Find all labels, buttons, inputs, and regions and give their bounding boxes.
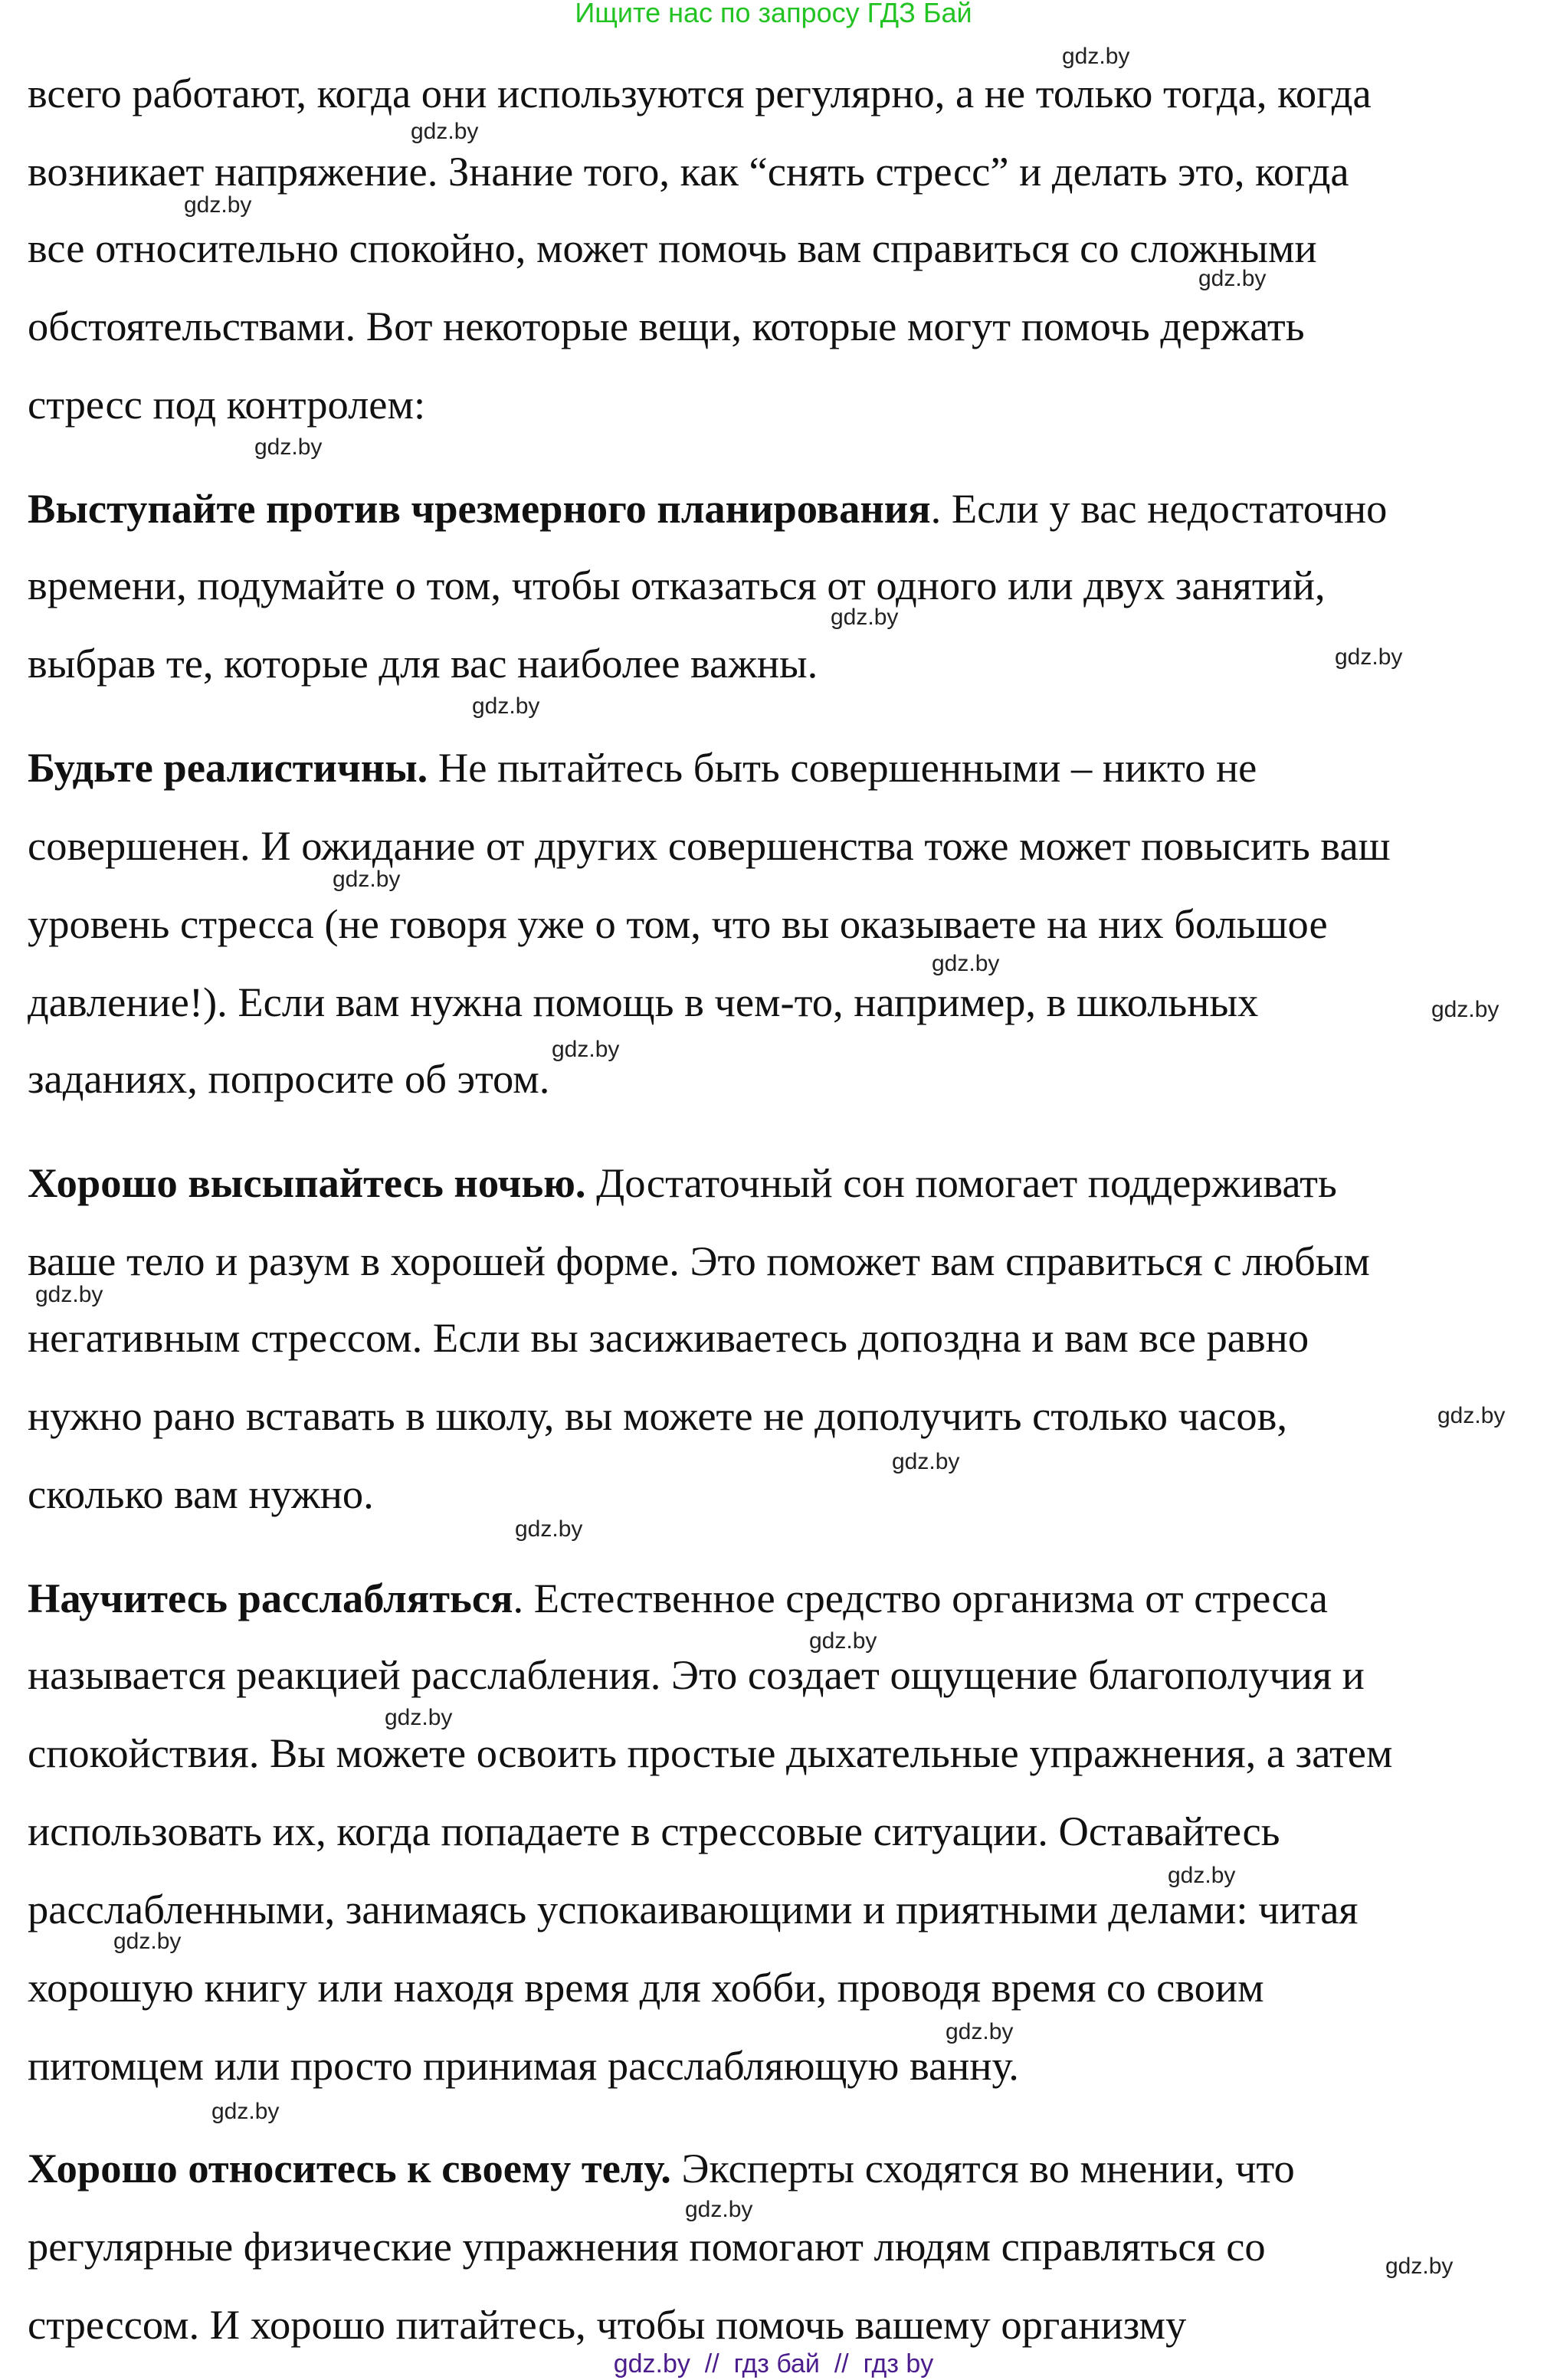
text-run: ваше тело и разум в хорошей форме. Это поможет вам справиться с любым [28, 1238, 1370, 1284]
text-line [28, 1963, 1264, 2012]
text-line [28, 2222, 1266, 2271]
text-run: сколько вам нужно. [28, 1470, 374, 1517]
gdz-watermark: gdz.by [892, 1449, 960, 1474]
text-run: стресс под контролем: [28, 381, 426, 428]
footer-watermark: gdz.by // гдз бай // гдз by [613, 2349, 934, 2378]
gdz-watermark: gdz.by [211, 2099, 280, 2124]
gdz-watermark: gdz.by [809, 1628, 877, 1654]
text-line [28, 1807, 1280, 1856]
text-line [28, 821, 1391, 870]
text-run: давление!). Если вам нужна помощь в чем-то, например, в школьных [28, 979, 1259, 1025]
text-run: уровень стресса (не говоря уже о том, что вы оказываете на них большое [28, 900, 1328, 947]
text-line [28, 1729, 1392, 1778]
gdz-watermark: gdz.by [932, 951, 1000, 976]
gdz-watermark: gdz.by [515, 1516, 583, 1542]
gdz-watermark: gdz.by [1385, 2254, 1454, 2279]
text-line [28, 1392, 1287, 1441]
text-line [28, 224, 1317, 273]
gdz-watermark: gdz.by [1335, 644, 1403, 670]
text-line [28, 639, 818, 688]
text-run: выбрав те, которые для вас наиболее важны. [28, 640, 818, 687]
text-run: . Если у вас недостаточно [930, 485, 1388, 532]
text-run: Не пытайтесь быть совершенными – никто не [428, 744, 1257, 791]
text-run: заданиях, попросите об этом. [28, 1055, 550, 1102]
gdz-watermark: gdz.by [184, 192, 252, 218]
gdz-watermark: gdz.by [113, 1929, 182, 1954]
gdz-watermark: gdz.by [946, 2019, 1014, 2044]
text-run: спокойствия. Вы можете освоить простые дыхательные упражнения, а затем [28, 1729, 1393, 1776]
gdz-watermark: gdz.by [1168, 1863, 1236, 1888]
section-heading: Научитесь расслабляться [28, 1575, 513, 1621]
text-line [28, 1651, 1365, 1700]
text-line [28, 1054, 549, 1103]
text-run: негативным стрессом. Если вы засиживаетесь допоздна и вам все равно [28, 1314, 1309, 1361]
section-heading: Выступайте против чрезмерного планирования [28, 485, 931, 532]
gdz-watermark: gdz.by [333, 867, 401, 892]
gdz-watermark: gdz.by [472, 693, 540, 719]
gdz-watermark: gdz.by [385, 1705, 453, 1730]
gdz-watermark: gdz.by [685, 2197, 753, 2222]
text-line [28, 2300, 1186, 2349]
gdz-watermark: gdz.by [552, 1037, 620, 1062]
text-line [28, 743, 1257, 792]
text-line [28, 561, 1326, 610]
text-line [28, 978, 1258, 1027]
text-line [28, 1159, 1337, 1208]
text-run: всего работают, когда они используются регулярно, а не только тогда, когда [28, 70, 1372, 116]
text-run: хорошую книгу или находя время для хобби, проводя время со своим [28, 1964, 1264, 2011]
text-run: регулярные физические упражнения помогают людям справляться со [28, 2223, 1266, 2270]
text-run: Достаточный сон помогает поддерживать [585, 1159, 1337, 1206]
text-run: Эксперты сходятся во мнении, что [670, 2145, 1295, 2192]
gdz-watermark: gdz.by [35, 1282, 103, 1307]
text-line [28, 1313, 1309, 1362]
section-heading: Хорошо высыпайтесь ночью. [28, 1159, 586, 1206]
text-line [28, 2041, 1019, 2090]
text-line [28, 2144, 1295, 2193]
text-run: времени, подумайте о том, чтобы отказаться от одного или двух занятий, [28, 562, 1326, 608]
text-line [28, 1885, 1358, 1934]
gdz-watermark: gdz.by [831, 605, 899, 630]
text-line [28, 302, 1305, 351]
text-run: нужно рано вставать в школу, вы можете не дополучить столько часов, [28, 1392, 1287, 1439]
gdz-watermark: gdz.by [1437, 1403, 1506, 1428]
gdz-watermark: gdz.by [411, 119, 479, 144]
text-run: расслабленными, занимаясь успокаивающими и приятными делами: читая [28, 1886, 1359, 1933]
gdz-watermark: gdz.by [254, 434, 323, 460]
text-line [28, 69, 1372, 118]
text-run: использовать их, когда попадаете в стрессовые ситуации. Оставайтесь [28, 1808, 1280, 1854]
search-us-banner: Ищите нас по запросу ГДЗ Бай [575, 0, 972, 28]
text-line [28, 1574, 1328, 1623]
text-run: . Естественное средство организма от стресса [513, 1575, 1328, 1621]
gdz-watermark: gdz.by [1431, 997, 1499, 1022]
text-run: все относительно спокойно, может помочь вам справиться со сложными [28, 225, 1317, 271]
text-line [28, 1470, 374, 1519]
text-line [28, 147, 1349, 196]
text-run: питомцем или просто принимая расслабляющую ванну. [28, 2042, 1019, 2089]
gdz-watermark: gdz.by [1198, 266, 1267, 291]
text-line [28, 900, 1328, 949]
section-heading: Будьте реалистичны. [28, 744, 428, 791]
gdz-watermark: gdz.by [1062, 44, 1130, 69]
text-line [28, 484, 1387, 533]
text-run: стрессом. И хорошо питайтесь, чтобы помочь вашему организму [28, 2301, 1187, 2348]
text-run: обстоятельствами. Вот некоторые вещи, которые могут помочь держать [28, 303, 1305, 349]
text-run: называется реакцией расслабления. Это создает ощущение благополучия и [28, 1651, 1365, 1698]
section-heading: Хорошо относитесь к своему телу. [28, 2145, 671, 2192]
text-run: совершенен. И ожидание от других совершенства тоже может повысить ваш [28, 822, 1391, 869]
text-run: возникает напряжение. Знание того, как “снять стресс” и делать это, когда [28, 148, 1349, 195]
text-line [28, 1237, 1370, 1286]
text-line [28, 380, 425, 429]
